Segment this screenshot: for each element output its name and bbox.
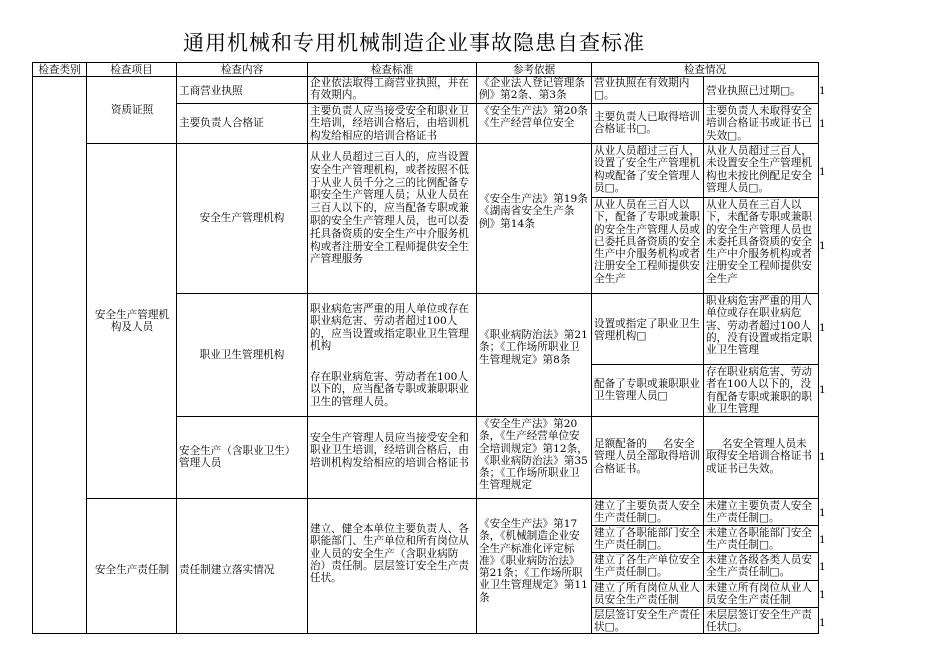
resp-check-yes: 建立了所有岗位从业人员安全生产责任制 [594, 582, 700, 607]
basis-safety-staff: 《安全生产法》第20条，《生产经营单位安全培训规定》第12条，《职业病防治法》第35条；《工作场所职业卫生管理规定 [479, 418, 588, 492]
header-item: 检查项目 [110, 64, 153, 76]
header-standard: 检查标准 [370, 64, 414, 76]
resp-check-no: 未层层签订安全生产责任状□。 [706, 609, 812, 633]
no-manager-cert: 主要负责人未取得安全培训合格证书或证书已失效□。 [706, 105, 812, 142]
resp-check-score: 1 [819, 507, 826, 519]
basis-license: 《企业法人登记管理条例》第2条、第3条 [479, 77, 585, 102]
resp-check-yes: 层层签订安全生产责任状□。 [594, 609, 700, 633]
item-qualification: 资质证照 [110, 104, 154, 116]
content-occ-health: 职业卫生管理机构 [199, 349, 285, 361]
category-responsibility: 安全生产责任制 [94, 564, 170, 576]
no-license: 营业执照已过期□。 [706, 85, 801, 97]
basis-safety-mgmt: 《安全生产法》第19条 《湖南省安全生产条例》第14条 [479, 193, 588, 230]
no-safety-mgmt-1: 从业人员超过三百人，未设置安全生产管理机构也未按比例配足安全管理人员□。 [706, 145, 812, 194]
standard-safety-mgmt: 从业人员超过三百人的，应当设置安全生产管理机构，或者按照不低于从业人员千分之三的比例配备专职安全生产管理人员；从业人员在三百人以下的，应当配备专职或兼职的安全生产管理人员，也可以委托具备资质的安全生产中介服务机构或者注册安全工程师提供安全生产管理服务 [310, 151, 469, 266]
resp-check-no: 未建立各级各类人员安全生产责任制□。 [706, 554, 812, 579]
resp-check-no: 未建立主要负责人安全生产责任制□。 [706, 500, 812, 525]
category-safety-org: 安全生产管理机构及人员 [94, 309, 170, 334]
standard-manager-cert: 主要负责人应当接受安全和职业卫生培训，经培训合格后，由培训机构发给相应的培训合格证书 [310, 105, 469, 142]
standard-safety-staff: 安全生产管理人员应当接受安全和职业卫生培训，经培训合格后，由培训机构发给相应的培训合格证书 [310, 432, 469, 469]
score-safety-mgmt-1: 1 [819, 166, 826, 178]
resp-check-yes: 建立了主要负责人安全生产责任制□。 [594, 500, 700, 525]
no-occ-health-2: 存在职业病危害、劳动者在100人以下的，没有配备专职或兼职的职业卫生管理 [706, 366, 812, 415]
header-content: 检查内容 [220, 64, 264, 76]
resp-check-score: 1 [819, 589, 826, 601]
resp-check-score: 1 [819, 534, 826, 546]
score-safety-mgmt-2: 1 [819, 240, 826, 252]
resp-check-no: 未建立各职能部门安全生产责任制□。 [706, 527, 812, 552]
content-resp: 责任制建立落实情况 [179, 564, 275, 576]
score-occ-health-1: 1 [819, 322, 826, 334]
basis-resp: 《安全生产法》第17条，《机械制造企业安全生产标准化评定标准》《职业病防治法》第21条；《工作场所职业卫生管理规定》第11条 [479, 518, 588, 604]
yes-manager-cert: 主要负责人已取得培训合格证书□。 [594, 111, 700, 136]
score-license: 1 [819, 85, 826, 97]
yes-occ-health-1: 设置或指定了职业卫生管理机构□ [594, 318, 700, 343]
resp-check-yes: 建立了各职能部门安全生产责任制□。 [594, 527, 700, 552]
standard-license: 企业依法取得工商营业执照，并在有效期内。 [310, 77, 469, 102]
basis-manager-cert: 《安全生产法》第20条《生产经营单位安全 [479, 105, 588, 130]
standard-occ-health-1: 职业病危害严重的用人单位或存在职业病危害、劳动者超过100人的，应当设置或指定职业卫生管理机构 [310, 303, 469, 352]
standard-occ-health-2: 存在职业病危害、劳动者在100人以下的，应当配备专职或兼职职业卫生的管理人员。 [310, 371, 469, 408]
resp-check-score: 1 [819, 561, 826, 573]
resp-check-score: 1 [819, 617, 826, 629]
standard-resp: 建立、健全本单位主要负责人、各职能部门、生产单位和所有岗位从业人员的安全生产（含职业病防治）责任制。层层签订安全生产责任状。 [310, 523, 469, 585]
yes-occ-health-2: 配备了专职或兼职职业卫生管理人员□ [594, 378, 700, 403]
score-occ-health-2: 1 [819, 384, 826, 396]
yes-safety-mgmt-2: 从业人员在三百人以下，配备了专职或兼职的安全生产管理人员或已委托具备资质的安全生产中介服务机构或者注册安全工程师提供安全生产 [594, 199, 700, 285]
score-safety-staff: 1 [819, 451, 826, 463]
basis-occ-health: 《职业病防治法》第21条；《工作场所职业卫生管理规定》第8条 [479, 329, 588, 366]
yes-license: 营业执照在有效期内□。 [594, 77, 690, 102]
content-manager-cert: 主要负责人合格证 [179, 117, 264, 129]
content-safety-mgmt: 安全生产管理机构 [199, 212, 285, 224]
score-manager-cert: 1 [819, 118, 826, 130]
no-occ-health-1: 职业病危害严重的用人单位或存在职业病危害、劳动者超过100人的，没有设置或指定职业卫生管理 [706, 295, 812, 357]
content-license: 工商营业执照 [179, 85, 243, 97]
resp-check-no: 未建立所有岗位从业人员安全生产责任制 [706, 582, 812, 607]
page-title: 通用机械和专用机械制造企业事故隐患自查标准 [183, 31, 645, 55]
content-safety-staff: 安全生产（含职业卫生）管理人员 [179, 445, 296, 470]
yes-safety-staff: 足额配备的___名安全管理人员全部取得培训合格证书。 [594, 438, 700, 475]
header-situation: 检查情况 [683, 64, 727, 76]
header-category: 检查类别 [38, 64, 81, 76]
header-basis: 参考依据 [512, 64, 556, 76]
yes-safety-mgmt-1: 从业人员超过三百人，设置了安全生产管理机构或配备了安全管理人员□。 [594, 145, 700, 194]
no-safety-staff: ___名安全管理人员未取得安全培训合格证书或证书已失效。 [706, 438, 812, 475]
no-safety-mgmt-2: 从业人员在三百人以下，未配备专职或兼职的安全生产管理人员也未委托具备资质的安全生产中介服务机构或者注册安全工程师提供安全生产 [706, 199, 812, 285]
resp-check-yes: 建立了各生产单位安全生产责任制□。 [594, 554, 700, 579]
